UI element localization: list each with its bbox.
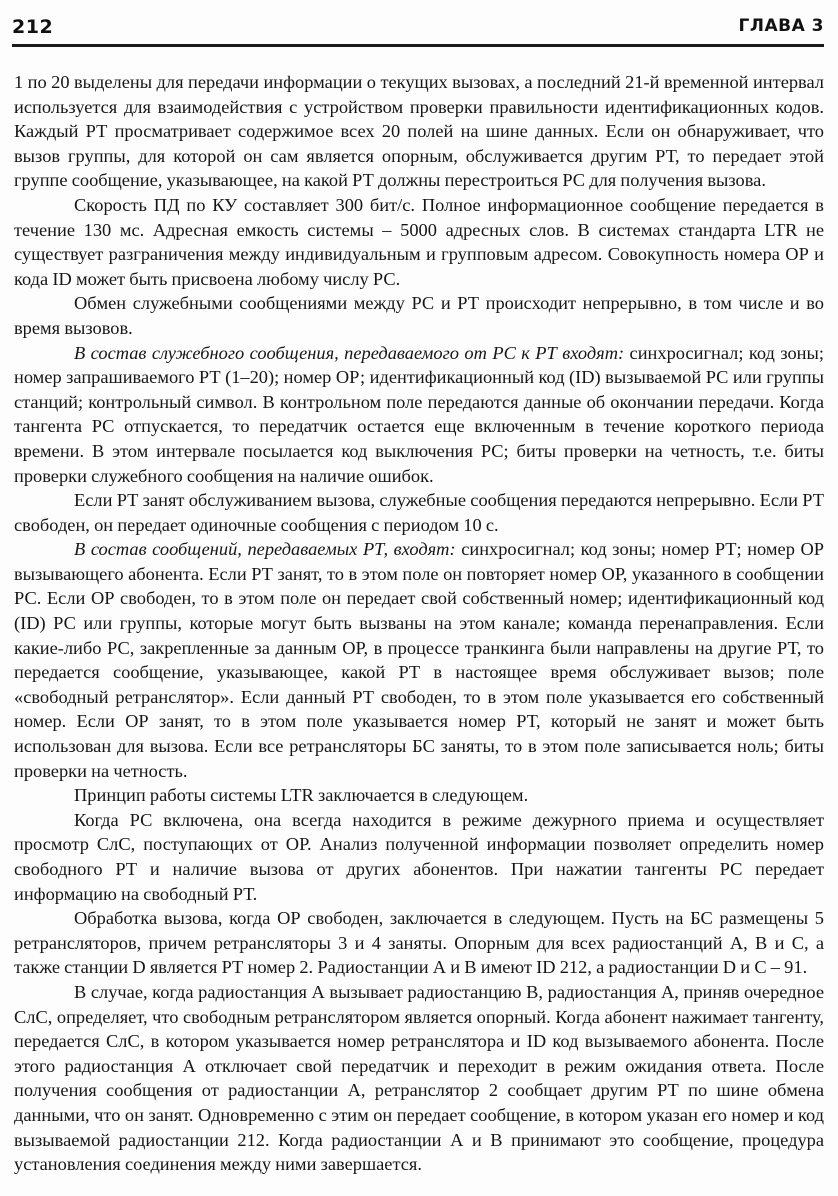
body-text — [14, 70, 824, 1177]
header-rule — [12, 44, 824, 47]
paragraph — [14, 980, 824, 1177]
paragraph — [14, 193, 824, 291]
paragraph-text: Принцип работы системы LTR заключается в следующем. — [74, 785, 529, 806]
paragraph-text: синхросигнал; код зоны; номер РТ; номер ОР вызывающего абонента. Если РТ занят, то в этом поле он повторяет номер ОР, указанного в сообщении РС. Если ОР свободен, то в этом поле он передает свой собственный номер; идентификационный код (ID) РС или группы, которые могут быть вызваны на этом канале; команда перенаправления. Если какие-либо РС, закрепленные за данным ОР, в процессе транкинга были направлены на другие РТ, то передается сообщение, указывающее, какой РТ в настоящее время обслуживает вызов; поле «свободный ретранслятор». Если данный РТ свободен, то в этом поле указывается его собственный номер. Если ОР занят, то в этом поле указывается номер РТ, который не занят и может быть использован для вызова. Если все ретрансляторы БС заняты, то в этом поле записывается ноль; биты проверки на четность. — [14, 539, 825, 781]
paragraph-text: Обработка вызова, когда ОР свободен, заключается в следующем. Пусть на БС размещены 5 ретрансляторов, причем ретрансляторы 3 и 4 заняты. Опорным для всех радиостанций А, В и С, а также станции D является РТ номер 2. Радиостанции А и В имеют ID 212, а радиостанции D и С – 91. — [14, 908, 824, 978]
chapter-title: ГЛАВА 3 — [738, 16, 824, 36]
paragraph-text: синхросигнал; код зоны; номер запрашиваемого РТ (1–20); номер ОР; идентификационный код (ID) вызываемой РС или группы станций; контрольный символ. В контрольном поле передаются данные об окончании передачи. Когда тангента РС отпускается, то передатчик остается еще включенным в течение короткого периода времени. В этом интервале посылается код выключения РС; биты проверки на четность, т.е. биты проверки служебного сообщения на наличие ошибок. — [14, 342, 824, 486]
paragraph-text: Когда РС включена, она всегда находится в режиме дежурного приема и осуществляет просмотр СлС, поступающих от ОР. Анализ полученной информации позволяет определить номер свободного РТ и наличие вызова от других абонентов. При нажатии тангенты РС передает информацию на свободный РТ. — [14, 809, 824, 904]
running-header — [12, 16, 824, 46]
paragraph — [14, 808, 824, 906]
paragraph — [14, 537, 824, 783]
paragraph-text: Если РТ занят обслуживанием вызова, служебные сообщения передаются непрерывно. Если РТ свободен, он передает одиночные сообщения с периодом 10 с. — [14, 490, 824, 535]
paragraph-text: Обмен служебными сообщениями между РС и РТ происходит непрерывно, в том числе и во время вызовов. — [14, 293, 824, 338]
paragraph — [14, 783, 824, 808]
paragraph-text: В случае, когда радиостанция А вызывает радиостанцию В, радиостанция А, приняв очередное СлС, определяет, что свободным ретранслятором является опорный. Когда абонент нажимает тангенту, передается СлС, в котором указывается номер ретранслятора и ID код вызываемого абонента. После этого радиостанция А отключает свой передатчик и переходит в режим ожидания ответа. После получения сообщения от радиостанции А, ретранслятор 2 сообщает другим РТ по шине обмена данными, что он занят. Одновременно с этим он передает сообщение, в котором указан его номер и код вызываемой радиостанции 212. Когда радиостанции А и В принимают это сообщение, процедура установления соединения между ними завершается. — [14, 981, 824, 1175]
paragraph — [14, 906, 824, 980]
page-number: 212 — [12, 16, 54, 38]
paragraph — [14, 291, 824, 340]
paragraph-text: Скорость ПД по КУ составляет 300 бит/с. Полное информационное сообщение передается в течение 130 мс. Адресная емкость системы – 5000 адресных слов. В системах стандарта LTR не существует разграничения между индивидуальным и групповым адресом. Совокупность номера ОР и кода ID может быть присвоена любому числу РС. — [14, 194, 824, 289]
paragraph-italic-lead: В состав сообщений, передаваемых РТ, входят: — [74, 539, 456, 560]
paragraph — [14, 341, 824, 489]
paragraph-italic-lead: В состав служебного сообщения, передаваемого от РС к РТ входят: — [74, 342, 625, 363]
paragraph-text: 1 по 20 выделены для передачи информации о текущих вызовах, а последний 21-й временной интервал используется для взаимодействия с устройством проверки правильности идентификационных кодов. Каждый РТ просматривает содержимое всех 20 полей на шине данных. Если он обнаруживает, что вызов группы, для которой он сам является опорным, обслуживается другим РТ, то передает этой группе сообщение, указывающее, на какой РТ должны перестроиться РС для получения вызова. — [14, 72, 824, 191]
paragraph — [14, 70, 824, 193]
paragraph — [14, 488, 824, 537]
